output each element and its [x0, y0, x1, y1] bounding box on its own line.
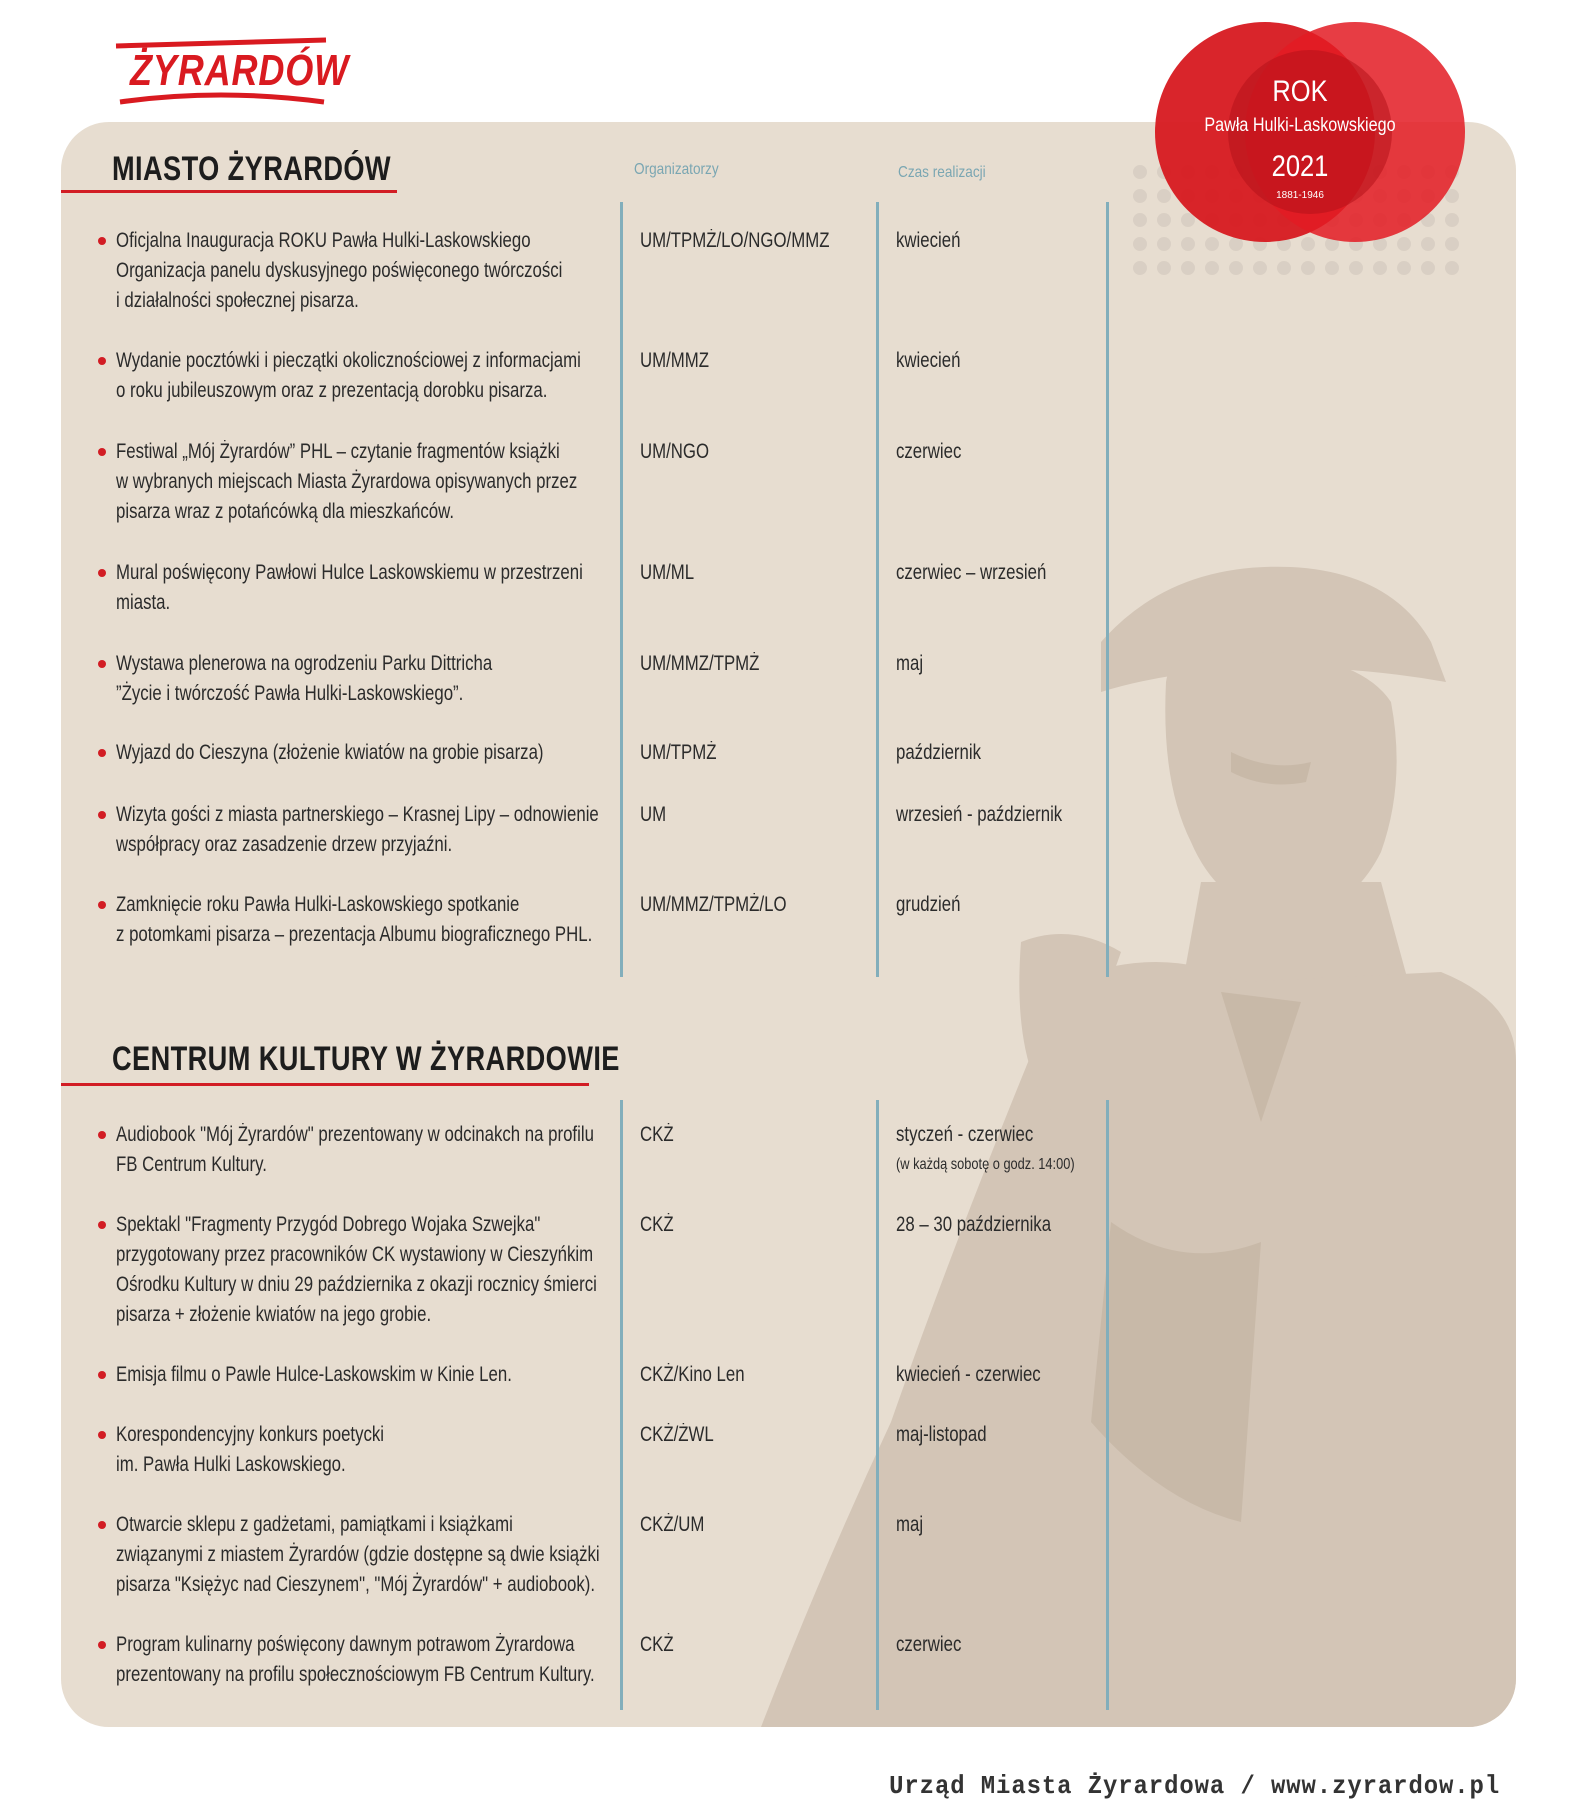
description-line: im. Pawła Hulki Laskowskiego.: [116, 1453, 346, 1476]
item-description: [116, 1210, 597, 1330]
description-line: w wybranych miejscach Miasta Żyrardowa opisywanych przez: [116, 470, 578, 493]
bullet-icon: [98, 749, 106, 757]
description-line: miasta.: [116, 591, 171, 614]
dot: [1325, 261, 1339, 275]
item-organizers: CKŻ/ŻWL: [640, 1423, 714, 1446]
timing-value: kwiecień: [896, 349, 961, 372]
description-line: pisarza wraz z potańcówką dla mieszkańców.: [116, 500, 455, 523]
bullet-icon: [98, 1131, 106, 1139]
item-description: [116, 346, 581, 406]
bullet-icon: [98, 1431, 106, 1439]
timing-value: grudzień: [896, 893, 961, 916]
item-organizers: CKŻ/Kino Len: [640, 1363, 745, 1386]
item-description: [116, 437, 577, 527]
timing-value: styczeń - czerwiec: [896, 1123, 1034, 1146]
item-timing: [896, 1360, 1041, 1390]
item-organizers: UM/TPMŻ/LO/NGO/MMZ: [640, 229, 830, 252]
description-line: Wystawa plenerowa na ogrodzeniu Parku Dittricha: [116, 652, 493, 675]
item-timing: [896, 346, 960, 376]
badge-dates: 1881-1946: [1276, 190, 1324, 201]
description-line: i działalności społecznej pisarza.: [116, 289, 359, 312]
section-title-centrum: CENTRUM KULTURY W ŻYRARDOWIE: [112, 1040, 620, 1078]
item-description: [116, 1420, 384, 1480]
section-title-miasto: MIASTO ŻYRARDÓW: [112, 150, 391, 188]
section-rule: [61, 1083, 589, 1086]
description-line: Zamknięcie roku Pawła Hulki-Laskowskiego spotkanie: [116, 893, 520, 916]
city-logo: [110, 36, 349, 108]
dot: [1133, 165, 1147, 179]
description-line: Oficjalna Inauguracja ROKU Pawła Hulki-Laskowskiego: [116, 229, 531, 252]
item-timing: [896, 649, 923, 679]
description-line: Organizacja panelu dyskusyjnego poświęconego twórczości: [116, 259, 563, 282]
description-line: Spektakl "Fragmenty Przygód Dobrego Wojaka Szwejka": [116, 1213, 541, 1236]
timing-note: (w każdą sobotę o godz. 14:00): [896, 1156, 1075, 1173]
badge-rok: ROK: [1272, 75, 1328, 108]
dot: [1229, 261, 1243, 275]
description-line: Mural poświęcony Pawłowi Hulce Laskowskiemu w przestrzeni: [116, 561, 583, 584]
item-organizers: CKŻ: [640, 1213, 674, 1236]
dot: [1253, 261, 1267, 275]
description-line: Wizyta gości z miasta partnerskiego – Krasnej Lipy – odnowienie: [116, 803, 599, 826]
dot: [1133, 237, 1147, 251]
dot: [1157, 261, 1171, 275]
dot: [1301, 261, 1315, 275]
timing-value: kwiecień: [896, 229, 961, 252]
column-divider: [1106, 202, 1109, 977]
item-description: [116, 1630, 595, 1690]
dot: [1421, 261, 1435, 275]
description-line: Emisja filmu o Pawle Hulce-Laskowskim w Kinie Len.: [116, 1363, 512, 1386]
timing-value: wrzesień - październik: [896, 803, 1063, 826]
item-organizers: CKŻ/UM: [640, 1513, 705, 1536]
dot: [1349, 261, 1363, 275]
item-description: [116, 738, 544, 768]
bullet-icon: [98, 448, 106, 456]
column-divider: [620, 202, 623, 977]
item-organizers: UM: [640, 803, 667, 826]
description-line: Program kulinarny poświęcony dawnym potrawom Żyrardowa: [116, 1633, 575, 1656]
item-organizers: UM/TPMŻ: [640, 741, 717, 764]
column-divider: [876, 202, 879, 977]
item-description: [116, 800, 599, 860]
item-description: [116, 226, 562, 316]
column-divider: [1106, 1100, 1109, 1710]
badge-name: Pawła Hulki-Laskowskiego: [1204, 115, 1396, 136]
description-line: pisarza "Księżyc nad Cieszynem", "Mój Żyrardów" + audiobook).: [116, 1573, 596, 1596]
timing-value: październik: [896, 741, 981, 764]
dot: [1133, 189, 1147, 203]
item-description: [116, 1510, 600, 1600]
bullet-icon: [98, 811, 106, 819]
item-organizers: UM/MMZ/TPMŻ: [640, 652, 760, 675]
year-badge: [1155, 20, 1475, 248]
timing-value: czerwiec: [896, 440, 962, 463]
description-line: Festiwal „Mój Żyrardów” PHL – czytanie fragmentów książki: [116, 440, 560, 463]
bullet-icon: [98, 1221, 106, 1229]
dot: [1205, 261, 1219, 275]
item-description: [116, 649, 492, 709]
bullet-icon: [98, 569, 106, 577]
description-line: związanymi z miastem Żyrardów (gdzie dostępne są dwie książki: [116, 1543, 600, 1566]
item-timing: [896, 1510, 923, 1540]
logo-text: ŻYRARDÓW: [129, 46, 349, 95]
item-timing: [896, 738, 981, 768]
dot: [1133, 213, 1147, 227]
item-timing: [896, 1210, 1051, 1240]
bullet-icon: [98, 901, 106, 909]
timing-value: kwiecień - czerwiec: [896, 1363, 1041, 1386]
timing-value: maj: [896, 1513, 924, 1536]
dot: [1181, 261, 1195, 275]
item-description: [116, 890, 592, 950]
description-line: Wydanie pocztówki i pieczątki okolicznościowej z informacjami: [116, 349, 581, 372]
bullet-icon: [98, 237, 106, 245]
dot: [1277, 261, 1291, 275]
item-organizers: UM/MMZ: [640, 349, 710, 372]
item-organizers: CKŻ: [640, 1123, 674, 1146]
section-rule: [61, 190, 397, 193]
description-line: Korespondencyjny konkurs poetycki: [116, 1423, 385, 1446]
timing-value: maj: [896, 652, 924, 675]
description-line: pisarza + złożenie kwiatów na jego grobie.: [116, 1303, 432, 1326]
column-header-organizers: Organizatorzy: [634, 161, 719, 178]
description-line: Audiobook "Mój Żyrardów" prezentowany w odcinakch na profilu: [116, 1123, 594, 1146]
description-line: przygotowany przez pracowników CK wystawiony w Cieszyńkim: [116, 1243, 594, 1266]
item-timing: [896, 1120, 1075, 1180]
badge-year: 2021: [1271, 150, 1329, 183]
column-header-timing: Czas realizacji: [898, 164, 986, 181]
column-divider: [620, 1100, 623, 1710]
item-timing: [896, 890, 960, 920]
dot: [1133, 261, 1147, 275]
dot: [1445, 261, 1459, 275]
description-line: prezentowany na profilu społecznościowym FB Centrum Kultury.: [116, 1663, 595, 1686]
timing-value: czerwiec: [896, 1633, 962, 1656]
description-line: współpracy oraz zasadzenie drzew przyjaźni.: [116, 833, 453, 856]
item-timing: [896, 437, 961, 467]
bullet-icon: [98, 1371, 106, 1379]
item-organizers: UM/MMZ/TPMŻ/LO: [640, 893, 787, 916]
dot: [1373, 261, 1387, 275]
timing-value: czerwiec – wrzesień: [896, 561, 1047, 584]
timing-value: maj-listopad: [896, 1423, 987, 1446]
item-timing: [896, 558, 1046, 588]
bullet-icon: [98, 357, 106, 365]
bullet-icon: [98, 1641, 106, 1649]
item-timing: [896, 800, 1062, 830]
item-organizers: UM/ML: [640, 561, 695, 584]
item-timing: [896, 1630, 961, 1660]
dot: [1397, 261, 1411, 275]
item-description: [116, 558, 583, 618]
description-line: Otwarcie sklepu z gadżetami, pamiątkami i książkami: [116, 1513, 513, 1536]
footer-text: Urząd Miasta Żyrardowa / www.zyrardow.pl: [889, 1771, 1500, 1801]
bullet-icon: [98, 660, 106, 668]
item-timing: [896, 1420, 987, 1450]
timing-value: 28 – 30 października: [896, 1213, 1052, 1236]
description-line: o roku jubileuszowym oraz z prezentacją dorobku pisarza.: [116, 379, 548, 402]
description-line: Wyjazd do Cieszyna (złożenie kwiatów na grobie pisarza): [116, 741, 544, 764]
item-description: [116, 1120, 594, 1180]
item-timing: [896, 226, 960, 256]
description-line: z potomkami pisarza – prezentacja Albumu biograficznego PHL.: [116, 923, 593, 946]
bullet-icon: [98, 1521, 106, 1529]
column-divider: [876, 1100, 879, 1710]
description-line: ”Życie i twórczość Pawła Hulki-Laskowskiego”.: [116, 682, 464, 705]
item-description: [116, 1360, 512, 1390]
description-line: FB Centrum Kultury.: [116, 1153, 267, 1176]
description-line: Ośrodku Kultury w dniu 29 października z okazji rocznicy śmierci: [116, 1273, 597, 1296]
item-organizers: UM/NGO: [640, 440, 710, 463]
item-organizers: CKŻ: [640, 1633, 674, 1656]
